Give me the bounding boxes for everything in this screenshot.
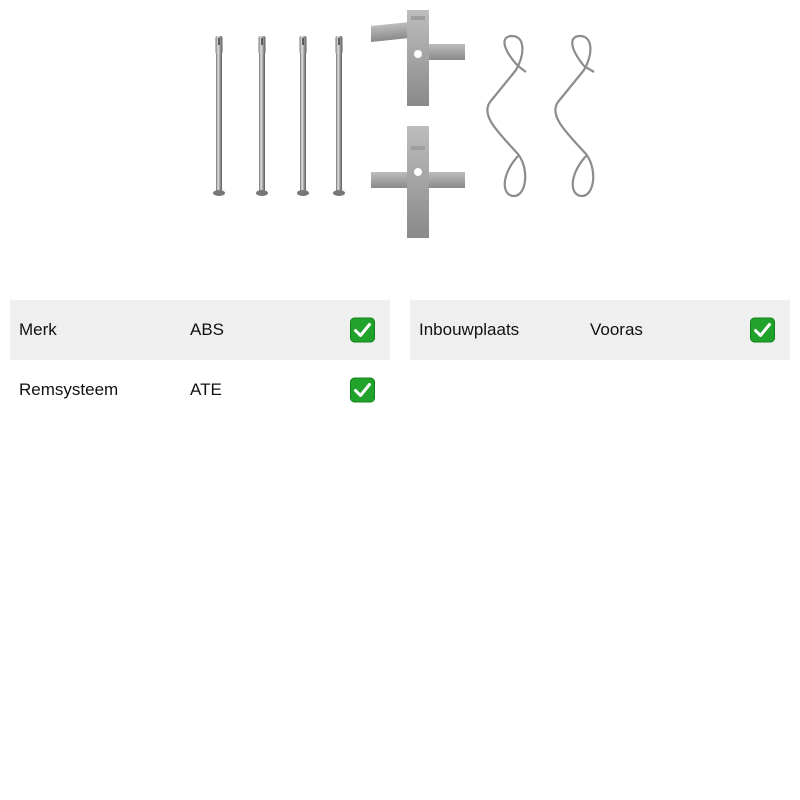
guide-pin (256, 36, 268, 196)
spec-label: Merk (19, 320, 57, 339)
spec-label: Remsysteem (19, 380, 119, 399)
wire-clip (555, 36, 594, 196)
check-mark-button-icon (350, 318, 375, 343)
product-image (200, 6, 600, 242)
spec-value: ATE (190, 380, 222, 399)
check-mark-button-icon (350, 378, 375, 403)
spec-row-inbouwplaats (410, 300, 790, 360)
anti-rattle-spring (371, 10, 465, 106)
check-mark-button-icon (750, 318, 775, 343)
guide-pin (333, 36, 345, 196)
spec-value: ABS (190, 320, 225, 339)
guide-pin (297, 36, 309, 196)
guide-pin (213, 36, 225, 196)
spec-value: Vooras (590, 320, 643, 339)
spec-label: Inbouwplaats (419, 320, 520, 339)
anti-rattle-spring (371, 126, 465, 238)
spec-row-remsysteem (10, 360, 390, 420)
wire-clip (487, 36, 526, 196)
spec-row-merk (10, 300, 390, 360)
